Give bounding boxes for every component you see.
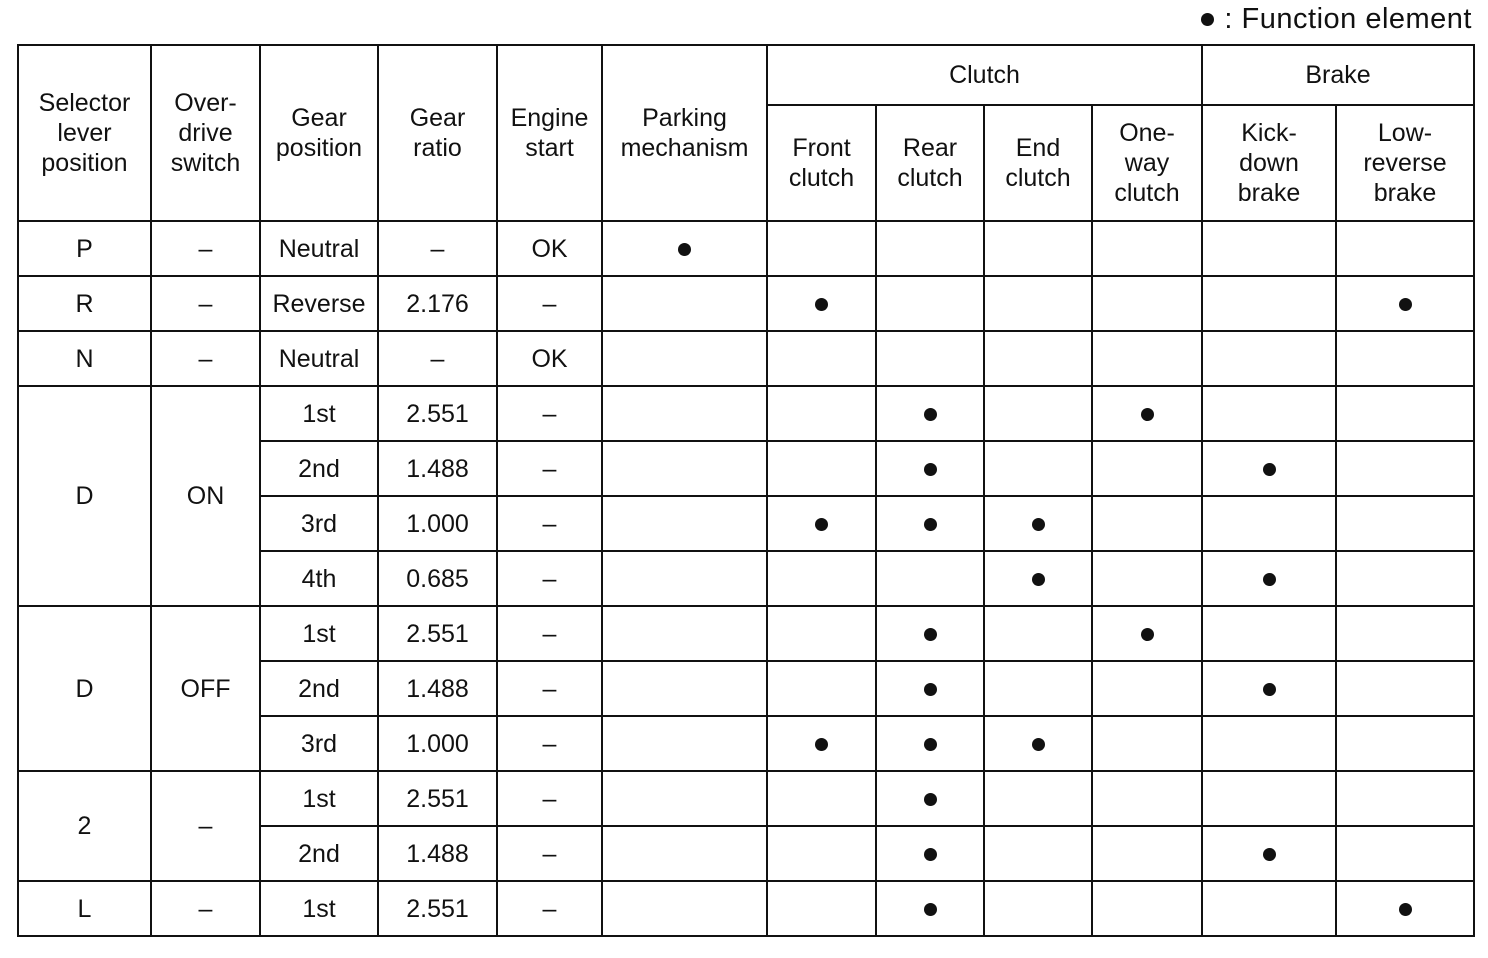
engine-start-cell: – [497, 826, 602, 881]
rear-clutch-cell [876, 221, 984, 276]
low-reverse-brake-cell [1336, 276, 1474, 331]
kick-down-brake-cell [1202, 496, 1336, 551]
low-reverse-brake-cell [1336, 606, 1474, 661]
end-clutch-cell [984, 441, 1092, 496]
gear-position-cell: 2nd [260, 826, 378, 881]
overdrive-switch-cell: – [151, 331, 260, 386]
function-element-dot-icon [924, 408, 937, 421]
overdrive-switch-cell: OFF [151, 606, 260, 771]
table-row [18, 386, 1474, 441]
one-way-clutch-cell [1092, 826, 1202, 881]
gear-ratio-cell: 1.488 [378, 441, 497, 496]
gear-ratio-cell: 1.488 [378, 826, 497, 881]
engine-start-cell: – [497, 496, 602, 551]
rear-clutch-cell [876, 881, 984, 936]
function-element-dot-icon [924, 903, 937, 916]
low-reverse-brake-cell [1336, 331, 1474, 386]
rear-clutch-cell [876, 551, 984, 606]
gear-position-cell: 3rd [260, 716, 378, 771]
gear-position-cell: Neutral [260, 221, 378, 276]
engine-start-cell: – [497, 606, 602, 661]
function-element-dot-icon [1263, 848, 1276, 861]
gear-position-cell: 2nd [260, 661, 378, 716]
low-reverse-brake-cell [1336, 771, 1474, 826]
gear-ratio-cell: 1.488 [378, 661, 497, 716]
function-element-dot-icon [1201, 13, 1214, 26]
header-clutch-group: Clutch [767, 45, 1202, 105]
gear-position-cell: Reverse [260, 276, 378, 331]
end-clutch-cell [984, 496, 1092, 551]
header-engine-start: Engine start [497, 45, 602, 221]
front-clutch-cell [767, 331, 876, 386]
function-element-dot-icon [1263, 573, 1276, 586]
one-way-clutch-cell [1092, 716, 1202, 771]
function-element-dot-icon [924, 683, 937, 696]
front-clutch-cell [767, 606, 876, 661]
selector-lever-position-cell: 2 [18, 771, 151, 881]
parking-mechanism-cell [602, 881, 767, 936]
parking-mechanism-cell [602, 606, 767, 661]
function-element-dot-icon [924, 463, 937, 476]
rear-clutch-cell [876, 331, 984, 386]
end-clutch-cell [984, 221, 1092, 276]
low-reverse-brake-cell [1336, 551, 1474, 606]
header-parking-mechanism: Parking mechanism [602, 45, 767, 221]
function-element-dot-icon [1032, 738, 1045, 751]
table-row [18, 221, 1474, 276]
one-way-clutch-cell [1092, 496, 1202, 551]
parking-mechanism-cell [602, 826, 767, 881]
low-reverse-brake-cell [1336, 716, 1474, 771]
function-element-dot-icon [1032, 573, 1045, 586]
engine-start-cell: – [497, 881, 602, 936]
parking-mechanism-cell [602, 496, 767, 551]
parking-mechanism-cell [602, 221, 767, 276]
overdrive-switch-cell: – [151, 221, 260, 276]
gear-ratio-cell: 2.551 [378, 881, 497, 936]
one-way-clutch-cell [1092, 771, 1202, 826]
rear-clutch-cell [876, 716, 984, 771]
gear-position-cell: Neutral [260, 331, 378, 386]
header-front-clutch: Front clutch [767, 105, 876, 221]
low-reverse-brake-cell [1336, 661, 1474, 716]
gear-position-cell: 1st [260, 771, 378, 826]
gear-ratio-cell: 1.000 [378, 496, 497, 551]
front-clutch-cell [767, 771, 876, 826]
header-kick-down-brake: Kick- down brake [1202, 105, 1336, 221]
selector-lever-position-cell: N [18, 331, 151, 386]
front-clutch-cell [767, 496, 876, 551]
overdrive-switch-cell: – [151, 771, 260, 881]
end-clutch-cell [984, 661, 1092, 716]
low-reverse-brake-cell [1336, 826, 1474, 881]
kick-down-brake-cell [1202, 606, 1336, 661]
one-way-clutch-cell [1092, 551, 1202, 606]
function-element-dot-icon [924, 518, 937, 531]
front-clutch-cell [767, 441, 876, 496]
function-element-dot-icon [1399, 298, 1412, 311]
parking-mechanism-cell [602, 441, 767, 496]
engine-start-cell: OK [497, 331, 602, 386]
function-element-dot-icon [1141, 408, 1154, 421]
function-element-dot-icon [924, 628, 937, 641]
parking-mechanism-cell [602, 716, 767, 771]
table-body [18, 221, 1474, 936]
gear-position-cell: 1st [260, 881, 378, 936]
front-clutch-cell [767, 661, 876, 716]
gear-ratio-cell: 2.176 [378, 276, 497, 331]
parking-mechanism-cell [602, 276, 767, 331]
end-clutch-cell [984, 826, 1092, 881]
gear-position-cell: 4th [260, 551, 378, 606]
selector-lever-position-cell: P [18, 221, 151, 276]
end-clutch-cell [984, 606, 1092, 661]
end-clutch-cell [984, 771, 1092, 826]
header-rear-clutch: Rear clutch [876, 105, 984, 221]
gear-ratio-cell: 1.000 [378, 716, 497, 771]
end-clutch-cell [984, 881, 1092, 936]
gear-ratio-cell: 2.551 [378, 386, 497, 441]
function-element-dot-icon [1032, 518, 1045, 531]
gear-ratio-cell: 2.551 [378, 771, 497, 826]
kick-down-brake-cell [1202, 276, 1336, 331]
gear-position-cell: 1st [260, 606, 378, 661]
engine-start-cell: – [497, 661, 602, 716]
function-element-dot-icon [678, 243, 691, 256]
rear-clutch-cell [876, 771, 984, 826]
function-element-dot-icon [815, 518, 828, 531]
selector-lever-position-cell: D [18, 386, 151, 606]
low-reverse-brake-cell [1336, 441, 1474, 496]
function-element-dot-icon [815, 738, 828, 751]
end-clutch-cell [984, 551, 1092, 606]
engine-start-cell: – [497, 276, 602, 331]
low-reverse-brake-cell [1336, 881, 1474, 936]
header-gear-position: Gear position [260, 45, 378, 221]
gear-ratio-cell: – [378, 221, 497, 276]
header-low-reverse-brake: Low- reverse brake [1336, 105, 1474, 221]
rear-clutch-cell [876, 496, 984, 551]
header-selector-lever-position: Selector lever position [18, 45, 151, 221]
gear-position-cell: 2nd [260, 441, 378, 496]
engine-start-cell: – [497, 441, 602, 496]
header-end-clutch: End clutch [984, 105, 1092, 221]
function-element-dot-icon [924, 848, 937, 861]
front-clutch-cell [767, 221, 876, 276]
overdrive-switch-cell: ON [151, 386, 260, 606]
overdrive-switch-cell: – [151, 881, 260, 936]
engine-start-cell: – [497, 716, 602, 771]
one-way-clutch-cell [1092, 386, 1202, 441]
one-way-clutch-cell [1092, 881, 1202, 936]
end-clutch-cell [984, 716, 1092, 771]
parking-mechanism-cell [602, 661, 767, 716]
kick-down-brake-cell [1202, 881, 1336, 936]
rear-clutch-cell [876, 276, 984, 331]
kick-down-brake-cell [1202, 661, 1336, 716]
low-reverse-brake-cell [1336, 221, 1474, 276]
end-clutch-cell [984, 386, 1092, 441]
low-reverse-brake-cell [1336, 386, 1474, 441]
legend-text: : Function element [1224, 3, 1472, 35]
header-brake-group: Brake [1202, 45, 1474, 105]
end-clutch-cell [984, 331, 1092, 386]
header-one-way-clutch: One- way clutch [1092, 105, 1202, 221]
gear-function-table [17, 44, 1475, 937]
engine-start-cell: – [497, 386, 602, 441]
table-row [18, 881, 1474, 936]
table-row [18, 606, 1474, 661]
engine-start-cell: OK [497, 221, 602, 276]
front-clutch-cell [767, 826, 876, 881]
kick-down-brake-cell [1202, 771, 1336, 826]
rear-clutch-cell [876, 826, 984, 881]
gear-position-cell: 1st [260, 386, 378, 441]
function-element-dot-icon [1263, 683, 1276, 696]
function-element-dot-icon [924, 738, 937, 751]
parking-mechanism-cell [602, 771, 767, 826]
parking-mechanism-cell [602, 331, 767, 386]
engine-start-cell: – [497, 551, 602, 606]
rear-clutch-cell [876, 441, 984, 496]
parking-mechanism-cell [602, 551, 767, 606]
kick-down-brake-cell [1202, 221, 1336, 276]
table-row [18, 331, 1474, 386]
front-clutch-cell [767, 276, 876, 331]
parking-mechanism-cell [602, 386, 767, 441]
function-element-dot-icon [924, 793, 937, 806]
overdrive-switch-cell: – [151, 276, 260, 331]
function-element-dot-icon [815, 298, 828, 311]
kick-down-brake-cell [1202, 551, 1336, 606]
header-gear-ratio: Gear ratio [378, 45, 497, 221]
kick-down-brake-cell [1202, 716, 1336, 771]
selector-lever-position-cell: L [18, 881, 151, 936]
kick-down-brake-cell [1202, 386, 1336, 441]
front-clutch-cell [767, 551, 876, 606]
one-way-clutch-cell [1092, 661, 1202, 716]
end-clutch-cell [984, 276, 1092, 331]
one-way-clutch-cell [1092, 441, 1202, 496]
gear-position-cell: 3rd [260, 496, 378, 551]
kick-down-brake-cell [1202, 441, 1336, 496]
rear-clutch-cell [876, 606, 984, 661]
front-clutch-cell [767, 386, 876, 441]
gear-ratio-cell: 0.685 [378, 551, 497, 606]
front-clutch-cell [767, 881, 876, 936]
engine-start-cell: – [497, 771, 602, 826]
function-element-dot-icon [1141, 628, 1154, 641]
one-way-clutch-cell [1092, 221, 1202, 276]
front-clutch-cell [767, 716, 876, 771]
selector-lever-position-cell: D [18, 606, 151, 771]
table-row [18, 276, 1474, 331]
rear-clutch-cell [876, 386, 984, 441]
kick-down-brake-cell [1202, 331, 1336, 386]
gear-ratio-cell: 2.551 [378, 606, 497, 661]
kick-down-brake-cell [1202, 826, 1336, 881]
low-reverse-brake-cell [1336, 496, 1474, 551]
rear-clutch-cell [876, 661, 984, 716]
function-element-dot-icon [1263, 463, 1276, 476]
one-way-clutch-cell [1092, 606, 1202, 661]
function-element-dot-icon [1399, 903, 1412, 916]
table-row [18, 771, 1474, 826]
header-overdrive-switch: Over- drive switch [151, 45, 260, 221]
legend [1201, 2, 1472, 36]
gear-ratio-cell: – [378, 331, 497, 386]
selector-lever-position-cell: R [18, 276, 151, 331]
one-way-clutch-cell [1092, 276, 1202, 331]
one-way-clutch-cell [1092, 331, 1202, 386]
